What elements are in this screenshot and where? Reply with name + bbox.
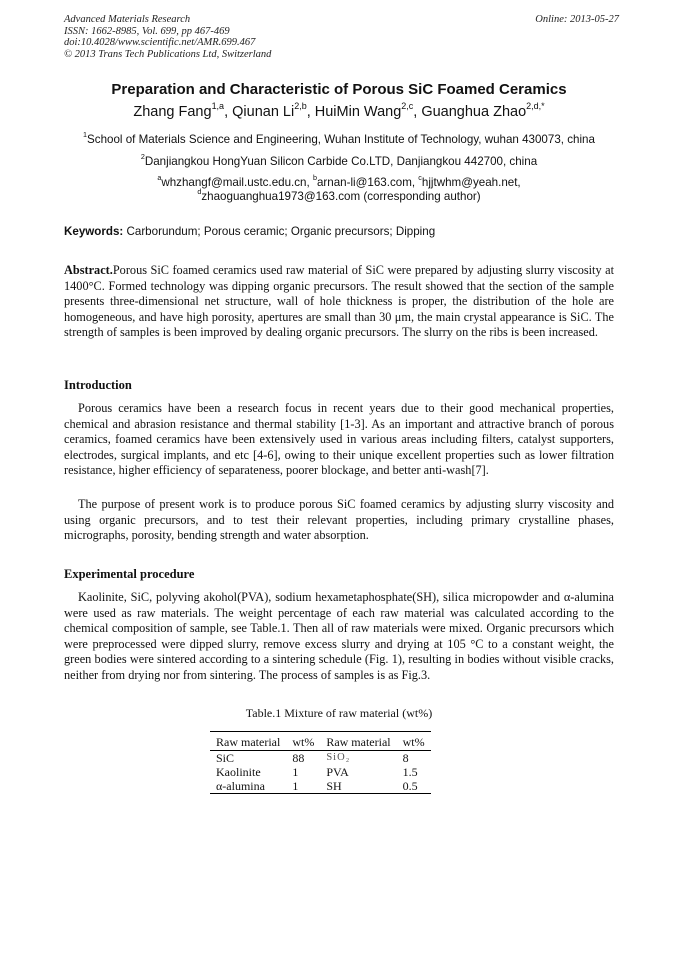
issn-line: ISSN: 1662-8985, Vol. 699, pp 467-469: [64, 25, 230, 37]
table-cell: 8: [402, 751, 409, 765]
table-caption: Table.1 Mixture of raw material (wt%): [245, 706, 433, 720]
table-cell: Kaolinite: [216, 765, 261, 779]
table-row: [210, 751, 431, 766]
author-sup: 1,a: [211, 101, 225, 112]
email-line-1: $^a$whzhangf@mail.ustc.edu.cn, $^b$arnan-li@163.com, $^c$hjjtwhm@yeah.net,: [157, 173, 521, 189]
email-b[interactable]: arnan-li@163.com,: [316, 176, 419, 189]
copyright-line: © 2013 Trans Tech Publications Ltd, Switzerland: [64, 48, 272, 60]
table-cell: 1.5: [402, 765, 418, 779]
table-cell: 1: [292, 779, 299, 793]
raw-material-table: [210, 731, 431, 794]
email-c[interactable]: hjjtwhm@yeah.net,: [421, 176, 521, 189]
keywords-label: Keywords:: [64, 225, 124, 238]
introduction-paragraph-2: The purpose of present work is to produce porous SiC foamed ceramics by adjusting slurry viscosity and using organic precursors, and to test their relevant properties, including primary crystalline phases, micrographs, porosity, bending strength and water absorption.: [64, 497, 614, 543]
table-row: [210, 765, 431, 779]
author-list: Zhang Fang$^{1,a}$, Qiunan Li$^{2,b}$, HuiMin Wang$^{2,c}$, Guanghua Zhao$^{2,d,*}$: [133, 101, 545, 120]
paper-title: Preparation and Characteristic of Porous SiC Foamed Ceramics: [111, 81, 567, 98]
table-header-cell: wt%: [397, 732, 431, 751]
introduction-heading: Introduction: [64, 378, 132, 392]
table-header-cell: Raw material: [320, 732, 396, 751]
doi-line: doi:10.4028/www.scientific.net/AMR.699.467: [64, 37, 256, 48]
email-line-2: $^d$zhaoguanghua1973@163.com (corresponding author): [197, 187, 481, 203]
table-cell: 88: [292, 751, 305, 765]
table-cell: SH: [326, 779, 342, 793]
experimental-heading: Experimental procedure: [64, 567, 195, 581]
journal-header: [64, 14, 619, 60]
author-name: Guanghua Zhao: [421, 104, 527, 120]
table-cell: SiO₂: [326, 752, 351, 763]
table-cell: PVA: [326, 765, 349, 779]
experimental-paragraph-1: Kaolinite, SiC, polyving akohol(PVA), sodium hexametaphosphate(SH), silica micropowder and α-alumina were used as raw materials. The weight percentage of each raw material was calculated according to the chemical composition of sample, see Table.1. Then all of raw materials were mixed. Organic precursors which were preprocessed were dipped slurry, remove excess slurry and drying at 105 °C to a constant weight, the green bodies were sintered according to a sintering schedule (Fig. 1), resulting in bodies without visible cracks, neither from drying nor from sintering. The process of samples is as Fig.3.: [64, 590, 614, 682]
table-header-row: [210, 732, 431, 751]
keywords: [64, 225, 435, 238]
abstract: [64, 263, 614, 341]
keywords-text: Carborundum; Porous ceramic; Organic precursors; Dipping: [123, 225, 436, 238]
author-name: HuiMin Wang: [314, 104, 402, 120]
table-header-cell: wt%: [286, 732, 320, 751]
affiliation-1: $^1$School of Materials Science and Engineering, Wuhan Institute of Technology, wuhan 430073, china: [83, 130, 595, 146]
online-date: Online: 2013-05-27: [535, 14, 619, 25]
author-sup: 2,c: [401, 101, 414, 112]
abstract-text: Porous SiC foamed ceramics used raw material of SiC were prepared by adjusting slurry viscosity at 1400°C. Formed technology was dipping organic precursors. The result showed that the section of the sample presents three-dimensional net structure, wall of hole thickness is proper, the distribution of the hole are homogeneous, and have high porosity, apertures are small than 30 μm, the main crystal appearance is SiC. The strength of samples is been improved by dealing organic precursors. The slurry on the ribs is been increased.: [64, 263, 614, 340]
table-header-cell: Raw material: [210, 732, 286, 751]
email-a[interactable]: whzhangf@mail.ustc.edu.cn,: [161, 176, 313, 189]
journal-name: Advanced Materials Research: [64, 14, 191, 25]
table-cell: 1: [292, 765, 299, 779]
affiliation-2: $^2$Danjiangkou HongYuan Silicon Carbide Co.LTD, Danjiangkou 442700, china: [140, 152, 538, 168]
table-row: [210, 779, 431, 794]
author-sup: 2,b: [294, 101, 307, 112]
table-cell: SiC: [216, 751, 235, 765]
author-sup: 2,d,*: [526, 101, 545, 112]
author-name: Qiunan Li: [232, 104, 295, 120]
introduction-paragraph-1: Porous ceramics have been a research focus in recent years due to their good mechanical properties, chemical and abrasion resistance and thermal stability [1-3]. As an important and attractive branch of porous ceramics, foamed ceramics have been extensively used in various areas including filters, catalyst supporters, electrodes, surgical implants, and etc [4-6], owing to their unique excellent properties such as lower filtration resistance, higher efficiency of separateness, poorer blockage, and better anti-wash[7].: [64, 401, 614, 478]
email-d[interactable]: zhaoguanghua1973@163.com (corresponding author): [201, 190, 481, 203]
table-cell: 0.5: [402, 779, 418, 793]
table-cell: α-alumina: [216, 779, 265, 793]
author-name: Zhang Fang: [133, 104, 212, 120]
abstract-label: Abstract.: [64, 263, 113, 277]
